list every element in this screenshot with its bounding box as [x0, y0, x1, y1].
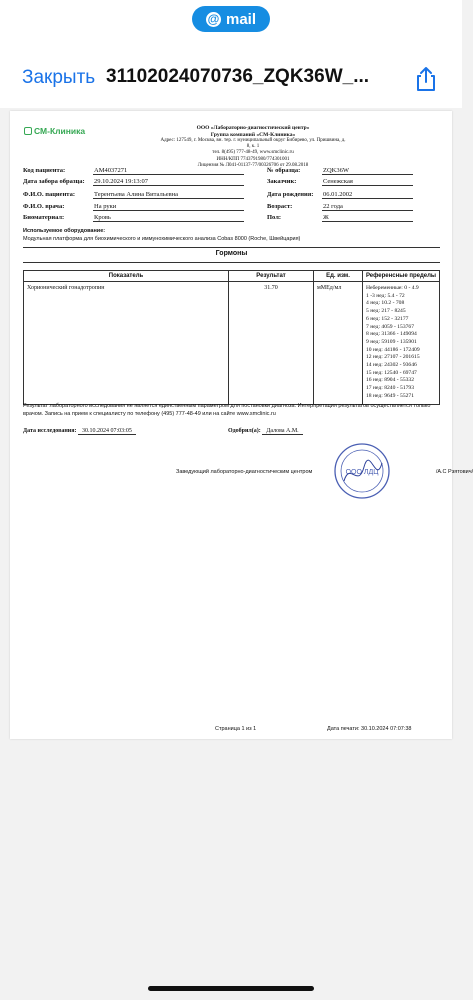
material-value: Кровь [93, 214, 244, 222]
mail-logo-label: mail [225, 10, 256, 28]
unit-cell: мМЕд/мл [314, 282, 363, 405]
sample-no-row [267, 167, 349, 174]
study-date-value: 30.10.2024 07:03:05 [78, 428, 136, 435]
equipment-block [23, 227, 300, 243]
birth-value: 06.01.2002 [322, 191, 413, 199]
col-result-header: Результат [229, 271, 314, 282]
ref-line: 7 нед: 4059 - 153767 [366, 323, 415, 330]
patient-name-value: Терентьева Алина Витальевна [93, 191, 244, 199]
patient-code-label: Код пациента: [23, 167, 66, 174]
material-row [23, 214, 111, 221]
org-inn: ИНН/КПП 7743791980/774301001 [216, 156, 290, 162]
customer-label: Заказчик: [267, 178, 297, 185]
document-title: 31102024070736_ZQK36W_... [106, 66, 370, 87]
patient-code-row [23, 167, 128, 174]
approved-label: Одобрил(а): [228, 428, 261, 434]
table-row [24, 282, 440, 405]
org-name: ООО «Лабораторно-диагностический центр» [196, 125, 310, 131]
org-group: Группа компаний «СМ-Клиника» [210, 131, 296, 138]
study-date-row [23, 428, 136, 434]
sex-value: Ж [322, 214, 413, 222]
col-indicator-header: Показатель [24, 271, 229, 282]
ref-line: 9 нед: 59109 - 135901 [366, 338, 417, 345]
age-row [267, 203, 343, 210]
col-unit-header: Ед. изм. [314, 271, 363, 282]
ref-line: 10 нед: 44186 - 172409 [366, 346, 420, 353]
patient-name-label: Ф.И.О. пациента: [23, 191, 75, 198]
sample-date-row [23, 178, 148, 185]
approved-value: Далова А.М. [262, 428, 302, 435]
birth-label: Дата рождения: [267, 191, 314, 198]
sample-date-label: Дата забора образца: [23, 178, 85, 185]
page-number: Страница 1 из 1 [215, 726, 257, 732]
print-date: Дата печати: 30.10.2024 07:07:38 [327, 726, 412, 732]
sample-date-value: 29.10.2024 19:13:07 [93, 178, 244, 186]
ref-line: 4 нед: 10.2 - 708 [366, 300, 405, 307]
lab-header [158, 125, 348, 169]
results-header-row [24, 271, 440, 282]
ref-line: 16 нед: 8904 - 55332 [366, 377, 415, 384]
lab-stamp [332, 441, 392, 501]
ref-line: 8 нед: 31366 - 149094 [366, 331, 417, 338]
ref-line: 14 нед: 24302 - 93646 [366, 362, 417, 369]
sample-no-label: № образца: [267, 167, 301, 174]
ref-line: 18 нед: 9649 - 55271 [366, 392, 415, 399]
age-label: Возраст: [267, 203, 293, 210]
customer-value: Сенежская [322, 178, 413, 186]
document-page [10, 111, 473, 739]
ref-line: Небеременные: 0 - 4.9 [366, 285, 419, 291]
birth-row [267, 191, 353, 198]
age-value: 22 года [322, 203, 413, 211]
ref-line: 17 нед: 8240 - 51793 [366, 385, 415, 392]
indicator-cell: Хорионический гонадотропин [24, 282, 229, 405]
material-label: Биоматериал: [23, 214, 65, 221]
sex-label: Пол: [267, 214, 282, 221]
approved-row [228, 428, 303, 434]
section-bottom-divider [23, 262, 440, 263]
sex-row [267, 214, 329, 221]
disclaimer-text: Результат лабораторного исследования не является единственным параметром для постановки диагноза. Интерпретация результатов осуществляется только врачом. Запись на прием к специалисту по телефону (495) 777-48-49 или на сайте www.smclinic.ru [23, 403, 431, 417]
doctor-row [23, 203, 117, 210]
manager-name: /А.С Рзятович/ [435, 469, 473, 475]
customer-row [267, 178, 353, 185]
section-title: Гормоны [215, 250, 248, 257]
col-refs-header: Референсные пределы [363, 271, 440, 282]
mail-logo-button[interactable] [192, 6, 270, 32]
org-phone: тел. 8(495) 777-48-49, www.smclinic.ru [212, 150, 294, 156]
share-icon[interactable] [413, 66, 439, 92]
study-date-label: Дата исследования: [23, 428, 77, 434]
ref-line: 5 нед: 217 - 8245 [366, 308, 406, 315]
ref-line: 6 нед: 152 - 32177 [366, 315, 409, 322]
org-license: Лицензия № Л041-01137-77/00326706 от 29.08.2018 [197, 162, 309, 168]
patient-name-row [23, 191, 179, 198]
mail-app-header [0, 0, 462, 42]
doctor-label: Ф.И.О. врача: [23, 203, 65, 210]
sample-no-value: ZQK36W [322, 167, 413, 175]
manager-signature-row [176, 469, 473, 475]
result-cell: 31.70 [229, 282, 314, 405]
refs-cell [363, 282, 440, 405]
close-button[interactable]: Закрыть [22, 67, 96, 88]
manager-label: Заведующий лабораторно-диагностическим центром [176, 469, 313, 475]
clinic-logo [24, 126, 85, 136]
org-address: Адрес: 127549, г. Москва, вн. тер. г. муниципальный округ Бибирево, ул. Пришвина, д. 8, к. 1 [160, 138, 346, 150]
ref-line: 12 нед: 27107 - 201615 [366, 354, 420, 361]
doctor-value: На руки [93, 203, 244, 211]
section-top-divider [23, 247, 440, 248]
ref-line: 1 -3 нед: 5.4 - 72 [366, 292, 405, 299]
home-indicator[interactable] [148, 986, 314, 991]
equipment-text: Модульная платформа для биохимического и иммунохимического анализа Cobas 8000 (Roche, Швейцария) [23, 236, 301, 242]
at-icon: @ [207, 11, 220, 26]
clinic-logo-icon [24, 127, 32, 135]
stamp-text: ООО ЛДЦ [345, 469, 379, 476]
equipment-heading: Используемое оборудование: [23, 228, 106, 234]
results-table [23, 270, 440, 405]
patient-code-value: АМ4037271 [93, 167, 244, 175]
clinic-logo-text: СМ-Клиника [34, 126, 86, 136]
ref-line: 15 нед: 12540 - 69747 [366, 369, 417, 376]
